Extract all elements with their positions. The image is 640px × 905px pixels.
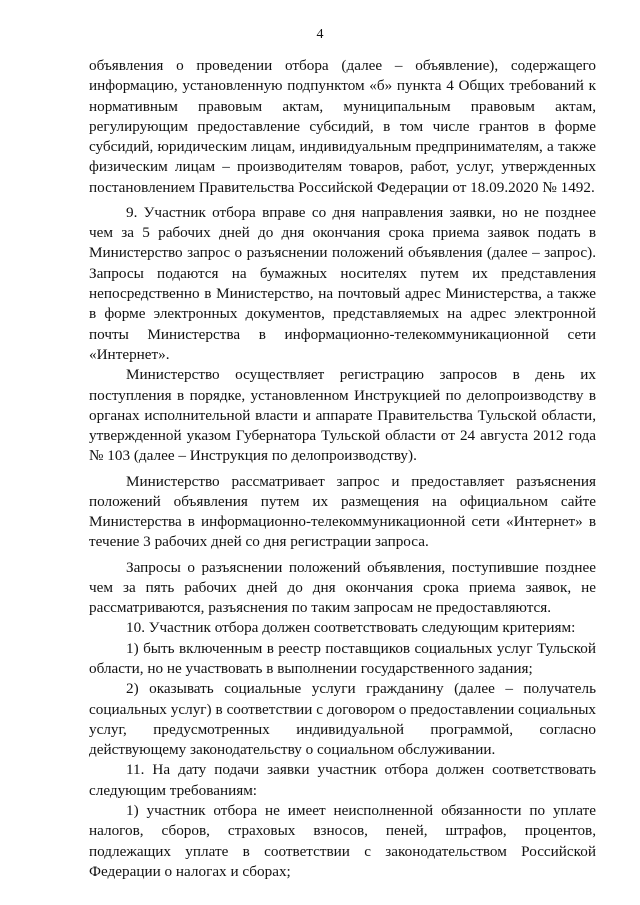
paragraph-clause-9: 9. Участник отбора вправе со дня направления заявки, но не позднее чем за 5 рабочих дней до дня окончания срока приема заявок подать в Министерство запрос о разъяснении положений объявления (далее – запрос). Запросы подаются на бумажных носителях путем их представления непосредственно в Министерство, на почтовый адрес Министерства, а также в форме электронных документов, представляемых на адрес электронной почты Министерства в информационно-телекоммуникационной сети «Интернет». <box>89 203 596 363</box>
paragraph-registration: Министерство осуществляет регистрацию запросов в день их поступления в порядке, установленном Инструкцией по делопроизводству в органах исполнительной власти и аппарате Правительства Тульской области, утвержденной указом Губернатора Тульской области от 24 августа 2012 года № 103 (далее – Инструкция по делопроизводству). <box>89 366 596 465</box>
paragraph-clause-11: 11. На дату подачи заявки участник отбора должен соответствовать следующим требованиям: <box>89 761 596 799</box>
page-number: 4 <box>316 27 324 42</box>
paragraph-criterion-2: 2) оказывать социальные услуги гражданину (далее – получатель социальных услуг) в соответствии с договором о предоставлении социальных услуг, предусмотренных индивидуальной программой, согласно действующему законодательству о социальном обслуживании. <box>89 680 596 759</box>
document-body <box>89 56 596 882</box>
paragraph-late-requests: Запросы о разъяснении положений объявления, поступившие позднее чем за пять рабочих дней до дня окончания срока приема заявок, не рассматриваются, разъяснения по таким запросам не предоставляются. <box>89 558 596 617</box>
paragraph-criterion-1: 1) быть включенным в реестр поставщиков социальных услуг Тульской области, но не участвовать в выполнении государственного задания; <box>89 639 596 677</box>
paragraph-clause-10: 10. Участник отбора должен соответствовать следующим критериям: <box>126 619 576 637</box>
paragraph-clarification: Министерство рассматривает запрос и предоставляет разъяснения положений объявления путем их размещения на официальном сайте Министерства в информационно-телекоммуникационной сети «Интернет» в течение 3 рабочих дней со дня регистрации запроса. <box>89 472 596 551</box>
paragraph-continuation: объявления о проведении отбора (далее – объявление), содержащего информацию, установленную подпунктом «б» пункта 4 Общих требований к нормативным правовым актам, муниципальным правовым актам, регулирующим предоставление субсидий, в том числе грантов в форме субсидий, юридическим лицам, индивидуальным предпринимателям, а также физическим лицам – производителям товаров, работ, услуг, утвержденных постановлением Правительства Российской Федерации от 18.09.2020 № 1492. <box>89 57 596 196</box>
paragraph-requirement-1: 1) участник отбора не имеет неисполненной обязанности по уплате налогов, сборов, страховых взносов, пеней, штрафов, процентов, подлежащих уплате в соответствии с законодательством Российской Федерации о налогах и сборах; <box>89 802 596 880</box>
